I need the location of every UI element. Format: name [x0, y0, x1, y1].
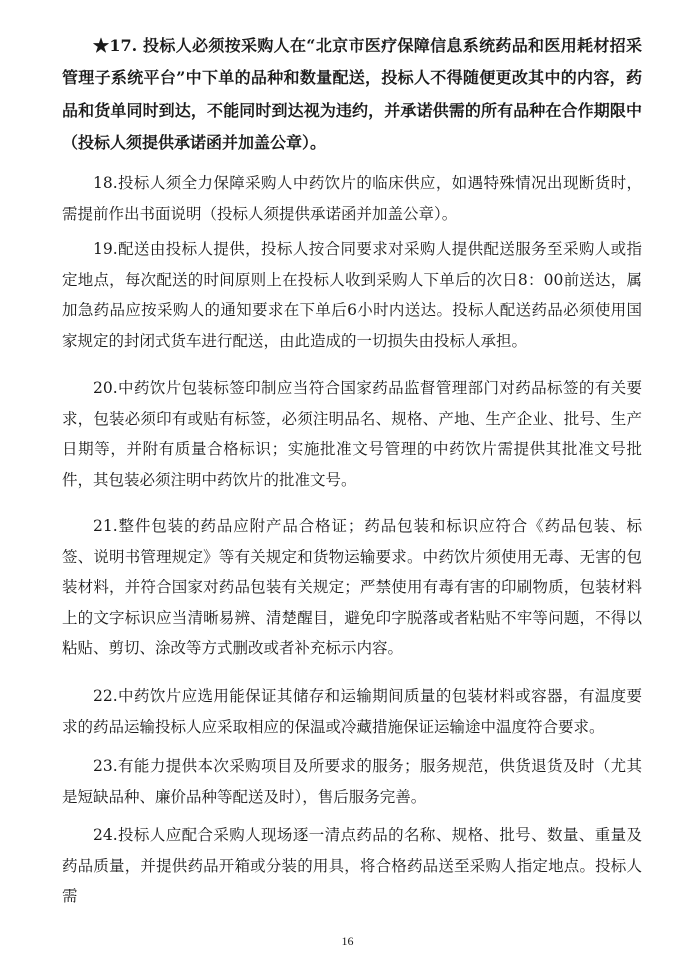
paragraph-21: 21.整件包装的药品应附产品合格证；药品包装和标识应符合《药品包装、标签、说明书管理规定》等有关规定和货物运输要求。中药饮片须使用无毒、无害的包装材料，并符合国家对药品包装有关规定；严禁使用有毒有害的印刷物质，包装材料上的文字标识应当清晰易辨、清楚醒目，避免印字脱落或者粘贴不牢等问题，不得以粘贴、剪切、涂改等方式删改或者补充标示内容。 [62, 517, 642, 657]
paragraph-23: 23.有能力提供本次采购项目及所要求的服务；服务规范，供货退货及时（尤其是短缺品种、廉价品种等配送及时），售后服务完善。 [62, 757, 642, 806]
paragraph-17: ★17. 投标人必须按采购人在“北京市医疗保障信息系统药品和医用耗材招采管理子系统平台”中下单的品种和数量配送，投标人不得随便更改其中的内容，药品和货单同时到达，不能同时到达视为违约，并承诺供需的所有品种在合作期限中（投标人须提供承诺函并加盖公章）。 [62, 36, 642, 152]
paragraph-18: 18.投标人须全力保障采购人中药饮片的临床供应，如遇特殊情况出现断货时，需提前作出书面说明（投标人须提供承诺函并加盖公章）。 [62, 174, 642, 223]
paragraph-19: 19.配送由投标人提供，投标人按合同要求对采购人提供配送服务至采购人或指定地点，每次配送的时间原则上在投标人收到采购人下单后的次日8：00前送达，属加急药品应按采购人的通知要求在下单后6小时内送达。投标人配送药品必须使用国家规定的封闭式货车进行配送，由此造成的一切损失由投标人承担。 [62, 240, 642, 350]
page-number: 16 [341, 934, 354, 948]
paragraph-20: 20.中药饮片包装标签印制应当符合国家药品监督管理部门对药品标签的有关要求，包装必须印有或贴有标签，必须注明品名、规格、产地、生产企业、批号、生产日期等，并附有质量合格标识；实施批准文号管理的中药饮片需提供其批准文号批件，其包装必须注明中药饮片的批准文号。 [62, 379, 642, 489]
paragraph-24: 24.投标人应配合采购人现场逐一清点药品的名称、规格、批号、数量、重量及药品质量，并提供药品开箱或分装的用具，将合格药品送至采购人指定地点。投标人需 [62, 826, 642, 905]
paragraph-22: 22.中药饮片应选用能保证其储存和运输期间质量的包装材料或容器，有温度要求的药品运输投标人应采取相应的保温或冷藏措施保证运输途中温度符合要求。 [62, 687, 642, 736]
